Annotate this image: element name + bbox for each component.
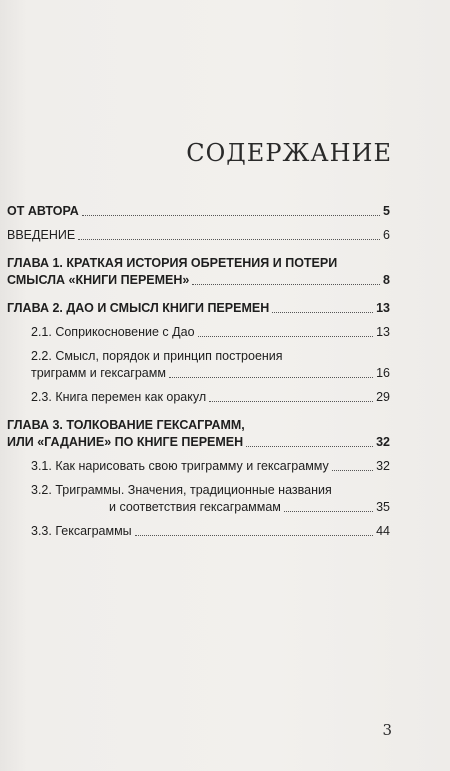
toc-entry-page: 35 <box>376 500 390 514</box>
toc-entry-author[interactable] <box>7 203 390 220</box>
leader-dots <box>82 215 380 216</box>
table-of-contents <box>7 203 390 540</box>
leader-dots <box>284 511 373 512</box>
leader-dots <box>198 336 374 337</box>
toc-entry-page: 13 <box>376 301 390 315</box>
toc-entry-3-2[interactable] <box>7 482 390 516</box>
toc-entry-page: 32 <box>376 435 390 449</box>
toc-entry-chapter-3[interactable] <box>7 417 390 451</box>
toc-entry-title-line2: триграмм и гексаграмм <box>31 366 166 380</box>
leader-dots <box>78 239 380 240</box>
toc-entry-page: 44 <box>376 524 390 538</box>
toc-entry-page: 13 <box>376 325 390 339</box>
toc-entry-page: 32 <box>376 459 390 473</box>
toc-entry-page: 6 <box>383 228 390 242</box>
toc-entry-title: 3.3. Гексаграммы <box>31 524 132 538</box>
page-number: 3 <box>382 721 392 739</box>
leader-dots <box>272 312 373 313</box>
leader-dots <box>135 535 373 536</box>
toc-entry-chapter-1[interactable] <box>7 255 390 289</box>
toc-entry-2-3[interactable] <box>7 389 390 406</box>
toc-entry-2-1[interactable] <box>7 324 390 341</box>
toc-entry-chapter-2[interactable] <box>7 300 390 317</box>
toc-entry-title: ВВЕДЕНИЕ <box>7 228 76 242</box>
leader-dots <box>192 284 380 285</box>
page-title: СОДЕРЖАНИЕ <box>186 139 392 167</box>
toc-entry-3-3[interactable] <box>7 523 390 540</box>
toc-entry-page: 8 <box>383 273 390 287</box>
toc-entry-title: ОТ АВТОРА <box>7 204 79 218</box>
toc-entry-page: 5 <box>383 204 390 218</box>
toc-entry-title-line1: 3.2. Триграммы. Значения, традиционные названия <box>31 483 332 497</box>
toc-entry-title: 2.1. Соприкосновение с Дао <box>31 325 195 339</box>
leader-dots <box>332 470 373 471</box>
toc-entry-title-line2: ИЛИ «ГАДАНИЕ» ПО КНИГЕ ПЕРЕМЕН <box>7 435 244 449</box>
toc-entry-page: 29 <box>376 390 390 404</box>
toc-entry-title-line1: ГЛАВА 3. ТОЛКОВАНИЕ ГЕКСАГРАММ, <box>7 418 245 432</box>
leader-dots <box>209 401 373 402</box>
leader-dots <box>246 446 373 447</box>
toc-entry-introduction[interactable] <box>7 227 390 244</box>
toc-entry-title-line1: 2.2. Смысл, порядок и принцип построения <box>31 349 283 363</box>
toc-entry-title: 2.3. Книга перемен как оракул <box>31 390 207 404</box>
toc-entry-title: 3.1. Как нарисовать свою триграмму и гексаграмму <box>31 459 329 473</box>
toc-entry-page: 16 <box>376 366 390 380</box>
toc-entry-title-line2: СМЫСЛА «КНИГИ ПЕРЕМЕН» <box>7 273 190 287</box>
toc-entry-title-line2: и соответствия гексаграммам <box>109 500 281 514</box>
toc-entry-title-line1: ГЛАВА 1. КРАТКАЯ ИСТОРИЯ ОБРЕТЕНИЯ И ПОТЕРИ <box>7 256 338 270</box>
toc-entry-3-1[interactable] <box>7 458 390 475</box>
toc-entry-title: ГЛАВА 2. ДАО И СМЫСЛ КНИГИ ПЕРЕМЕН <box>7 301 270 315</box>
toc-entry-2-2[interactable] <box>7 348 390 382</box>
leader-dots <box>169 377 373 378</box>
